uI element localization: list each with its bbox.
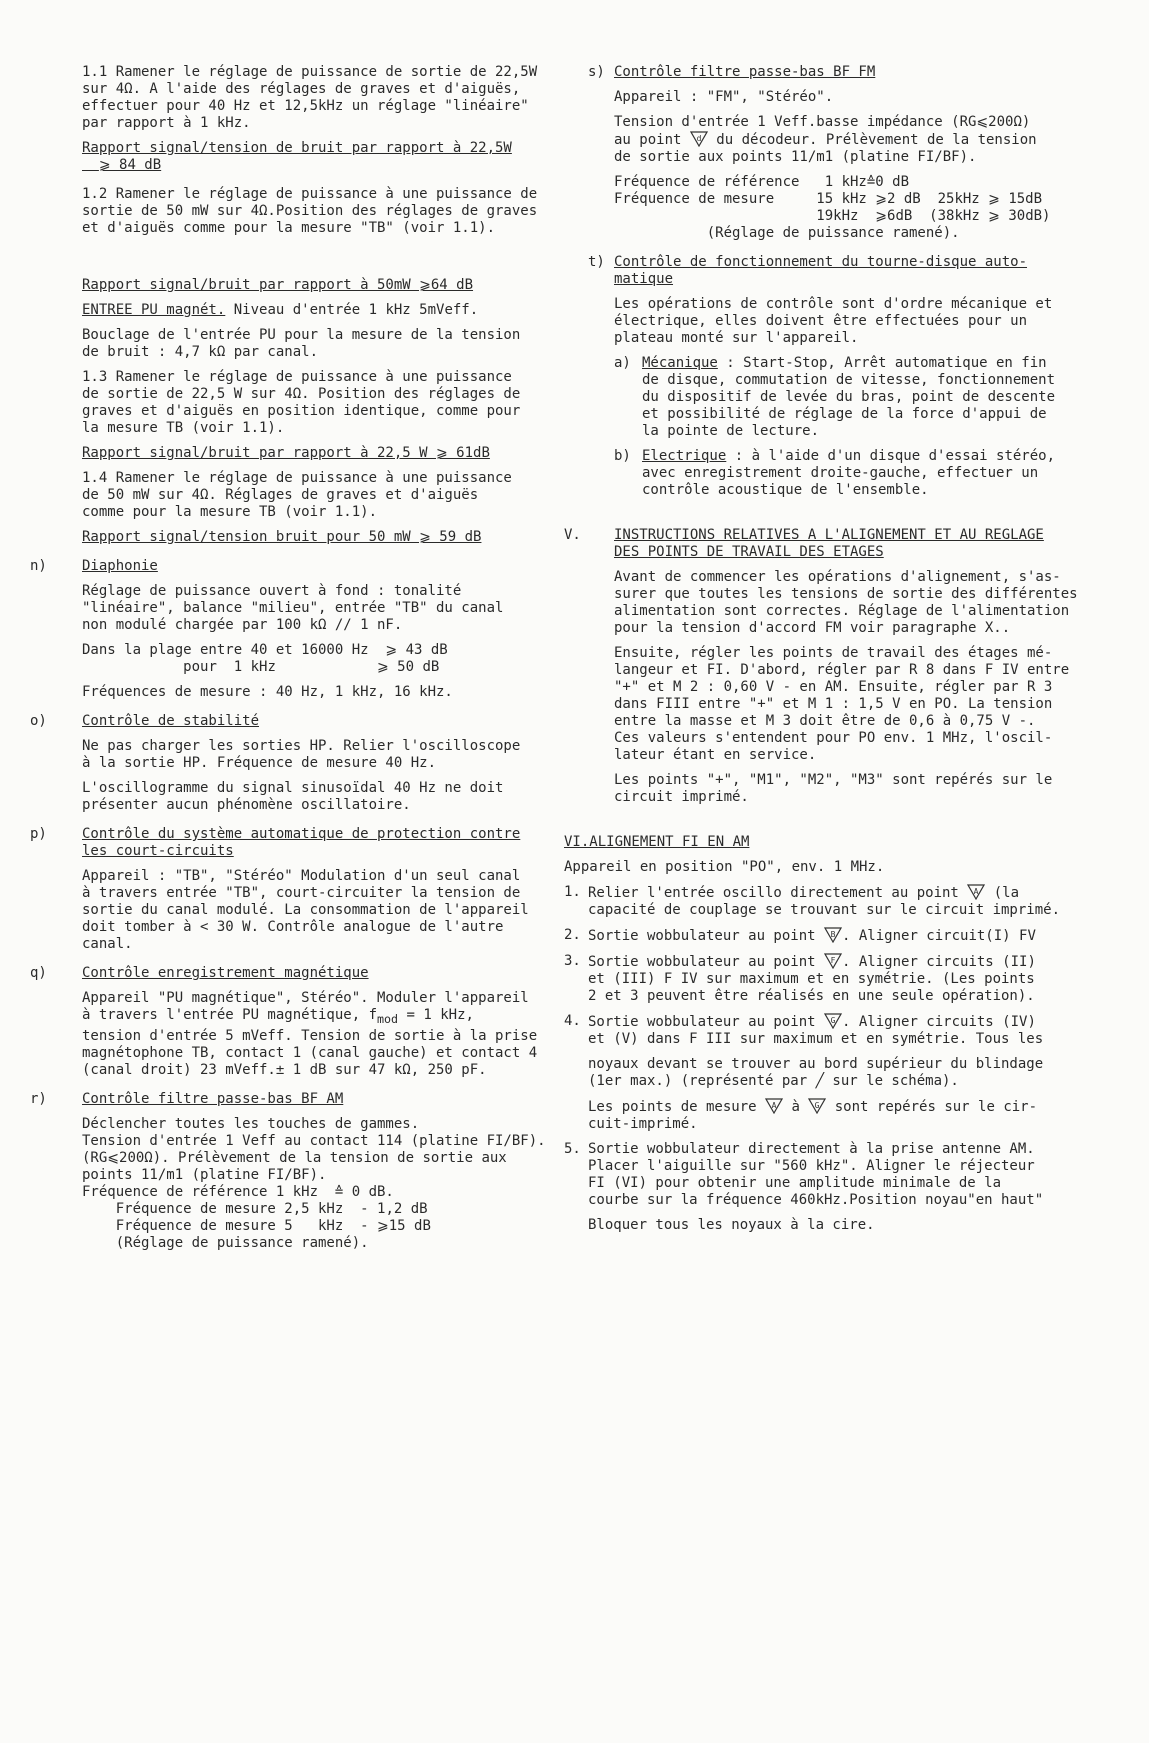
- section-letter-n: n): [30, 558, 47, 574]
- step-1-number: 1.: [564, 884, 581, 900]
- result-heading-2: Rapport signal/bruit par rapport à 50mW ⩾64 dB: [82, 277, 474, 293]
- result-heading-3: Rapport signal/bruit par rapport à 22,5 W ⩾ 61dB: [82, 445, 490, 461]
- section-t-b: [614, 448, 1088, 499]
- section-t-a: [614, 355, 1088, 440]
- left-column: [30, 64, 546, 1264]
- step-5-number: 5.: [564, 1141, 581, 1157]
- section-t-a-text: : Start-Stop, Arrêt automatique en fin de disque, commutation de vitesse, fonctionnement du dispositif de levée du bras, point de descente et possibilité de réglage de la force d'appui de la pointe de lecture.: [642, 355, 1056, 439]
- paragraph-1-2: 1.2 Ramener le réglage de puissance à une puissance de sortie de 50 mW sur 4Ω.Position des réglages de graves et d'aiguës comme pour la mesure "TB" (voir 1.1).: [82, 186, 538, 236]
- section-letter-p: p): [30, 826, 47, 842]
- point-b-icon: [824, 927, 842, 943]
- section-vi: [564, 834, 1088, 1234]
- section-t: [588, 254, 1088, 499]
- right-column: [564, 64, 1088, 1246]
- result-heading-4: Rapport signal/tension bruit pour 50 mW ⩾ 59 dB: [82, 529, 482, 545]
- step-4-text-c: noyaux devant se trouver au bord supérieur du blindage (1er max.) (représenté par ╱ sur le schéma).: [588, 1056, 1044, 1089]
- step-3-text-b: . Aligner circuits (II) et (III) F IV sur maximum et en symétrie. (Les points 2 et 3 peuvent être réalisés en une seule opération).: [588, 954, 1036, 1004]
- section-title-q: Contrôle enregistrement magnétique: [82, 965, 369, 981]
- section-s: [588, 64, 1088, 242]
- step-5-text-b: Bloquer tous les noyaux à la cire.: [588, 1217, 875, 1233]
- point-a-label: A: [973, 887, 979, 896]
- section-q: [30, 965, 546, 1079]
- entree-pu-heading: ENTREE PU magnét.: [82, 302, 226, 318]
- section-r: [30, 1091, 546, 1252]
- section-vi-intro: Appareil en position "PO", env. 1 MHz.: [564, 859, 885, 875]
- section-p-p1: Appareil : "TB", "Stéréo" Modulation d'un seul canal à travers entrée "TB", court-circuiter la tension de sortie du canal modulé. La consommation de l'appareil doit tomber à < 30 W. Contrôle analogue de l'autre canal.: [82, 868, 529, 952]
- step-4-text-b: . Aligner circuits (IV) et (V) dans F III sur maximum et en symétrie. Tous les: [588, 1014, 1044, 1047]
- section-n-p1: Réglage de puissance ouvert à fond : tonalité "linéaire", balance "milieu", entrée "TB" du canal non modulé chargée par 100 kΩ // 1 nF.: [82, 583, 504, 633]
- step-4: [564, 1013, 1088, 1133]
- section-n: [30, 558, 546, 701]
- section-letter-t: t): [588, 254, 605, 270]
- point-d-label: d: [696, 134, 702, 143]
- paragraph-bouclage: Bouclage de l'entrée PU pour la mesure de la tension de bruit : 4,7 kΩ par canal.: [82, 327, 521, 360]
- section-title-o: Contrôle de stabilité: [82, 713, 260, 729]
- step-3-text: Sortie wobbulateur au point: [588, 954, 825, 970]
- fmod-subscript: mod: [377, 1011, 399, 1026]
- section-letter-o: o): [30, 713, 47, 729]
- section-s-p2b: du décodeur. Prélèvement de la tension de sortie aux points 11/m1 (platine FI/BF).: [614, 132, 1037, 165]
- point-g-icon-2: [808, 1098, 826, 1114]
- paragraph-1-3: 1.3 Ramener le réglage de puissance à une puissance de sortie de 22,5 W sur 4Ω. Position des réglages de graves et d'aiguës en position identique, comme pour la mesure TB (voir 1.1).: [82, 369, 521, 436]
- section-letter-s: s): [588, 64, 605, 80]
- section-pu: [56, 277, 546, 546]
- step-5-text: Sortie wobbulateur directement à la prise antenne AM. Placer l'aiguille sur "560 kHz". Aligner le réjecteur FI (VI) pour obtenir une amplitude minimale de la courbe sur la fréquence 460kHz.Position noyau"en haut": [588, 1141, 1044, 1208]
- section-title-vi: VI.ALIGNEMENT FI EN AM: [564, 834, 750, 850]
- section-r-p1: Déclencher toutes les touches de gammes. Tension d'entrée 1 Veff au contact 114 (platine FI/BF). (RG⩽200Ω). Prélèvement de la tension de sortie aux points 11/m1 (platine FI/BF). Fréquence de référence 1 kHz ≙ 0 dB. Fréquence de mesure 2,5 kHz - 1,2 dB Fréquence de mesure 5 kHz - ⩾15 dB (Réglage de puissance ramené).: [82, 1115, 546, 1251]
- point-f-label: F: [830, 956, 836, 965]
- section-title-s: Contrôle filtre passe-bas BF FM: [614, 64, 876, 80]
- section-letter-q: q): [30, 965, 47, 981]
- step-4-text: Sortie wobbulateur au point: [588, 1014, 825, 1030]
- point-f-icon: [824, 953, 842, 969]
- step-2: [564, 927, 1088, 945]
- section-n-p2: Dans la plage entre 40 et 16000 Hz ⩾ 43 dB pour 1 kHz ⩾ 50 dB: [82, 642, 448, 675]
- section-v-p2: Ensuite, régler les points de travail des étages mé- langeur et FI. D'abord, régler par R 8 dans F IV entre "+" et M 2 : 0,60 V - en AM. Ensuite, régler par R 3 dans FIII entre "+" et M 1 : 1,5 V en PO. La tension entre la masse et M 3 doit être de 0,6 à 0,75 V -. Ces valeurs s'entendent pour PO env. 1 MHz, l'oscil- lateur étant en service.: [614, 645, 1070, 763]
- section-n-p3: Fréquences de mesure : 40 Hz, 1 kHz, 16 kHz.: [82, 684, 453, 700]
- step-4-text-d3: sont repérés sur le cir- cuit-imprimé.: [588, 1099, 1038, 1132]
- point-d-icon: [690, 131, 708, 147]
- section-s-p2a: Tension d'entrée 1 Veff.basse impédance (RG⩽200Ω) au point: [614, 114, 1031, 148]
- step-4-text-d2: à: [783, 1099, 809, 1115]
- section-title-v: INSTRUCTIONS RELATIVES A L'ALIGNEMENT ET AU REGLAGE DES POINTS DE TRAVAIL DES ETAGES: [614, 527, 1044, 560]
- point-a-icon-2: [765, 1098, 783, 1114]
- point-a-label-2: A: [771, 1101, 777, 1110]
- step-2-number: 2.: [564, 927, 581, 943]
- step-4-text-d1: Les points de mesure: [588, 1099, 766, 1115]
- step-3-number: 3.: [564, 953, 581, 969]
- step-2-text: Sortie wobbulateur au point: [588, 928, 825, 944]
- section-s-p3: Fréquence de référence 1 kHz≙0 dB Fréquence de mesure 15 kHz ⩾2 dB 25kHz ⩾ 15dB 19kHz ⩾6dB (38kHz ⩾ 30dB) (Réglage de puissance ramené).: [614, 174, 1051, 241]
- section-title-n: Diaphonie: [82, 558, 158, 574]
- paragraph-1-4: 1.4 Ramener le réglage de puissance à une puissance de 50 mW sur 4Ω. Réglages de graves et d'aiguës comme pour la mesure TB (voir 1.1).: [82, 470, 512, 520]
- step-1: [564, 884, 1088, 919]
- section-o-p2: L'oscillogramme du signal sinusoïdal 40 Hz ne doit présenter aucun phénomène oscillatoire.: [82, 780, 504, 813]
- section-q-p1b: = 1 kHz, tension d'entrée 5 mVeff. Tension de sortie à la prise magnétophone TB, contact 1 (canal gauche) et contact 4 (canal droit) 23 mVeff.± 1 dB sur 47 kΩ, 250 pF.: [82, 1007, 538, 1078]
- result-heading-1: Rapport signal/tension de bruit par rapport à 22,5W ⩾ 84 dB: [82, 140, 512, 173]
- step-1-text-b: (la capacité de couplage se trouvant sur le circuit imprimé.: [588, 885, 1061, 918]
- step-3: [564, 953, 1088, 1005]
- step-2-text-b: . Aligner circuit(I) FV: [842, 928, 1036, 944]
- step-4-number: 4.: [564, 1013, 581, 1029]
- section-v-p1: Avant de commencer les opérations d'alignement, s'as- surer que toutes les tensions de sortie des différentes alimentation sont correctes. Réglage de l'alimentation pour la tension d'accord FM voir paragraphe X..: [614, 569, 1078, 636]
- section-v-p3: Les points "+", "M1", "M2", "M3" sont repérés sur le circuit imprimé.: [614, 772, 1053, 805]
- section-t-b-title: Electrique: [642, 448, 727, 464]
- point-a-icon: [967, 884, 985, 900]
- section-t-p1: Les opérations de contrôle sont d'ordre mécanique et électrique, elles doivent être effectuées pour un plateau monté sur l'appareil.: [614, 296, 1053, 346]
- section-o: [30, 713, 546, 814]
- section-t-a-letter: a): [614, 355, 631, 371]
- section-t-a-title: Mécanique: [642, 355, 718, 371]
- point-g-icon: [824, 1013, 842, 1029]
- point-b-label: B: [830, 930, 836, 939]
- section-t-b-text: : à l'aide d'un disque d'essai stéréo, avec enregistrement droite-gauche, effectuer un contrôle acoustique de l'ensemble.: [642, 448, 1056, 498]
- section-1-1: [56, 64, 546, 174]
- section-title-r: Contrôle filtre passe-bas BF AM: [82, 1090, 344, 1107]
- section-p: [30, 826, 546, 953]
- section-title-p: Contrôle du système automatique de protection contre les court-circuits: [82, 826, 521, 859]
- point-g-label-2: G: [814, 1101, 820, 1110]
- section-title-t: Contrôle de fonctionnement du tourne-disque auto- matique: [614, 254, 1028, 287]
- section-1-2: [56, 186, 546, 237]
- section-s-p1: Appareil : "FM", "Stéréo".: [614, 89, 834, 105]
- section-o-p1: Ne pas charger les sorties HP. Relier l'oscilloscope à la sortie HP. Fréquence de mesure 40 Hz.: [82, 738, 521, 771]
- section-q-p1: Appareil "PU magnétique", Stéréo". Moduler l'appareil à travers l'entrée PU magnétique, f: [82, 990, 529, 1023]
- section-letter-r: r): [30, 1090, 47, 1107]
- paragraph-1-1: 1.1 Ramener le réglage de puissance de sortie de 22,5W sur 4Ω. A l'aide des réglages de graves et d'aiguës, effectuer pour 40 Hz et 12,5kHz un réglage "linéaire" par rapport à 1 kHz.: [82, 64, 538, 131]
- section-letter-v: V.: [564, 527, 581, 543]
- point-g-label: G: [830, 1016, 836, 1025]
- step-1-text: Relier l'entrée oscillo directement au point: [588, 885, 968, 901]
- section-t-b-letter: b): [614, 448, 631, 464]
- step-5: [564, 1141, 1088, 1234]
- entree-pu-level: Niveau d'entrée 1 kHz 5mVeff.: [225, 302, 479, 318]
- section-v: [564, 527, 1088, 806]
